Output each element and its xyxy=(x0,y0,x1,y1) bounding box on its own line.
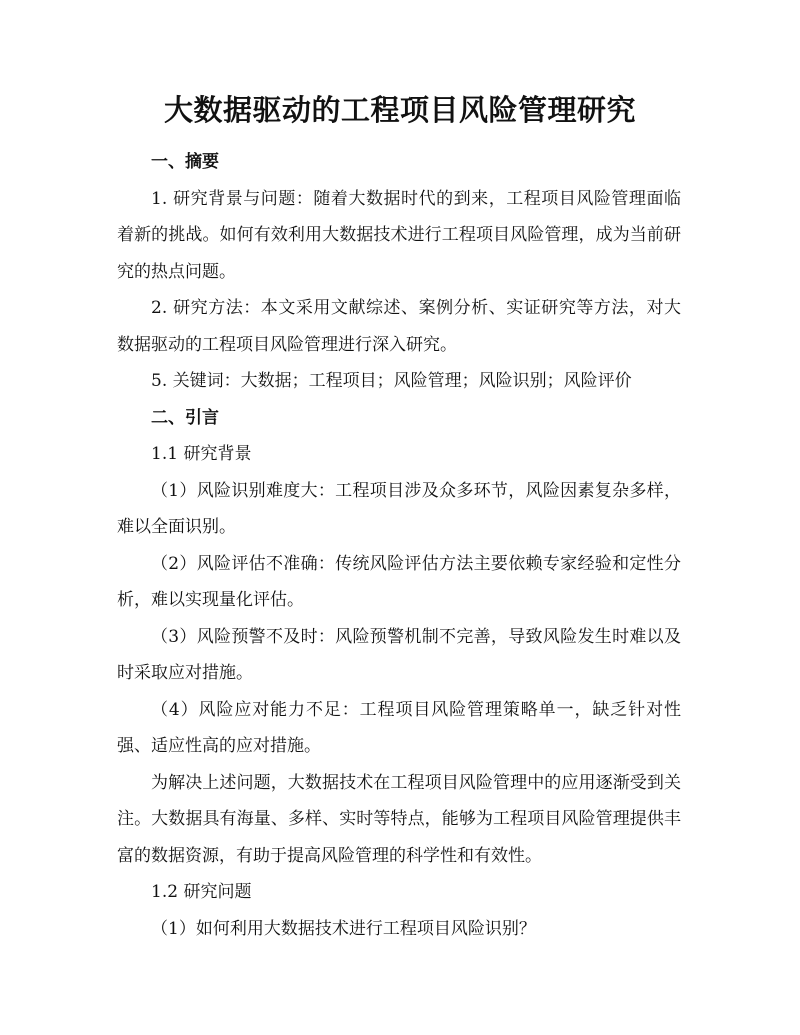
solution-paragraph: 为解决上述问题，大数据技术在工程项目风险管理中的应用逐渐受到关注。大数据具有海量、多样、实时等特点，能够为工程项目风险管理提供丰富的数据资源，有助于提高风险管理的科学性和有效性。 xyxy=(117,772,681,866)
background-item-3: （3）风险预警不及时：风险预警机制不完善，导致风险发生时难以及时采取应对措施。 xyxy=(117,626,681,683)
section-1-2-heading: 1.2 研究问题 xyxy=(151,882,252,902)
abstract-keywords: 5. 关键词：大数据；工程项目；风险管理；风险识别；风险评价 xyxy=(151,371,632,391)
document-body xyxy=(117,144,681,947)
background-item-4: （4）风险应对能力不足：工程项目风险管理策略单一，缺乏针对性强、适应性高的应对措施。 xyxy=(117,699,681,756)
abstract-methods: 2. 研究方法：本文采用文献综述、案例分析、实证研究等方法，对大数据驱动的工程项目风险管理进行深入研究。 xyxy=(117,298,681,355)
background-item-2: （2）风险评估不准确：传统风险评估方法主要依赖专家经验和定性分析，难以实现量化评估。 xyxy=(117,553,681,610)
abstract-heading: 一、摘要 xyxy=(151,152,219,172)
intro-heading: 二、引言 xyxy=(151,407,219,428)
abstract-background: 1. 研究背景与问题：随着大数据时代的到来，工程项目风险管理面临着新的挑战。如何有效利用大数据技术进行工程项目风险管理，成为当前研究的热点问题。 xyxy=(117,188,681,282)
background-item-1: （1）风险识别难度大：工程项目涉及众多环节，风险因素复杂多样，难以全面识别。 xyxy=(117,480,681,537)
section-1-1-heading: 1.1 研究背景 xyxy=(151,444,252,464)
document-title: 大数据驱动的工程项目风险管理研究 xyxy=(163,93,636,127)
question-item-1: （1）如何利用大数据技术进行工程项目风险识别？ xyxy=(151,918,536,939)
